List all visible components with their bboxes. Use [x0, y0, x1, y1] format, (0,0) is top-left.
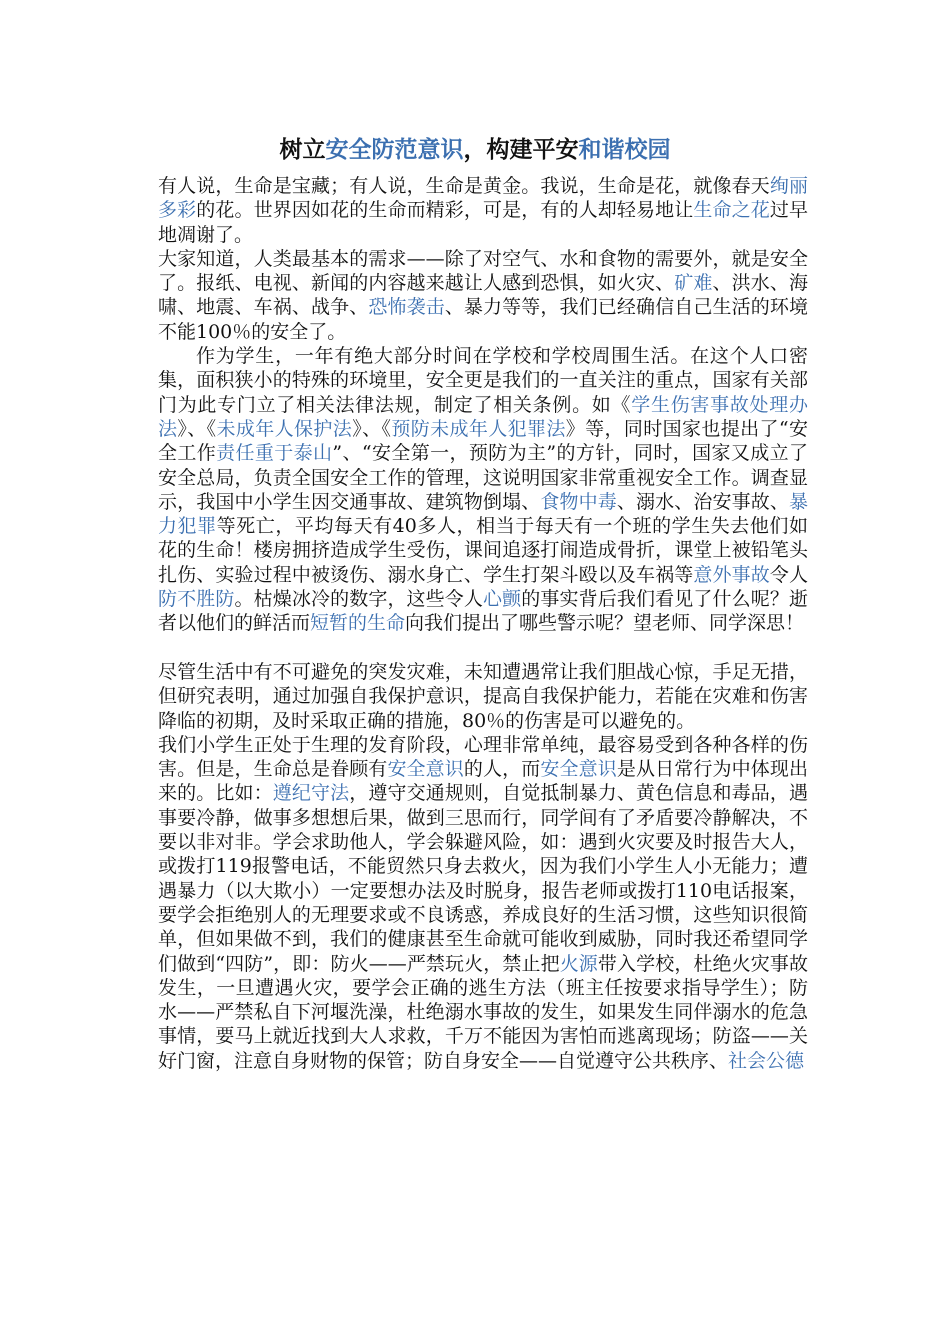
keyword-link[interactable]: 防不胜防: [158, 588, 235, 611]
text-run: 我们小学生正处于生理的发育阶段，心理非常单纯，最容易受到各种各样的伤害。但是，生命总是眷顾有: [158, 733, 808, 781]
keyword-link[interactable]: 心颤: [483, 588, 522, 611]
keyword-link[interactable]: 预防未成年人犯罪法: [391, 417, 566, 440]
text-run: 》等，同时国家也提出了“安全工作: [158, 417, 808, 465]
text-run: 、洪水、海啸、地震、车祸、战争、: [158, 272, 808, 319]
paragraph: [158, 660, 808, 733]
keyword-link[interactable]: 安全意识: [540, 758, 617, 781]
text-run: 大家知道，人类最基本的需求——除了对空气、水和食物的需要外，就是安全了。报纸、电视、新闻的内容越来越让人感到恐惧，如火灾、: [158, 247, 808, 295]
keyword-link[interactable]: 和谐校园: [578, 136, 671, 163]
text-run: 。枯燥冰冷的数字，这些令人: [234, 588, 484, 611]
text-run: 树立: [279, 136, 326, 163]
text-run: 令人: [769, 563, 808, 586]
text-run: 》、《: [177, 417, 217, 440]
text-run: 向我们提出了哪些警示呢？望老师、同学深思！: [405, 612, 805, 635]
paragraph: [158, 344, 808, 636]
text-run: 的人，而: [463, 758, 541, 781]
paragraph: [158, 733, 808, 1073]
text-run: 》、《: [352, 417, 392, 440]
keyword-link[interactable]: 意外事故: [693, 563, 770, 586]
keyword-link[interactable]: 火源: [559, 952, 598, 975]
keyword-link[interactable]: 学生伤害事故处理办法: [158, 393, 808, 440]
document-title: [0, 134, 950, 166]
text-run: 作为学生，一年有绝大部分时间在学校和学校周围生活。在这个人口密集，面积狭小的特殊的环境里，安全更是我们的一直关注的重点，国家有关部门为此专门立了相关法律法规，制定了相关条例。如《: [158, 345, 808, 416]
keyword-link[interactable]: 遵纪守法: [272, 782, 350, 805]
document-body: [158, 174, 808, 1073]
text-run: 、溺水、治安事故、: [616, 490, 789, 513]
text-run: 的花。世界因如花的生命而精彩，可是，有的人却轻易地让: [196, 199, 694, 222]
text-run: ，构建平安: [463, 136, 579, 163]
keyword-link[interactable]: 短暂的生命: [310, 612, 406, 635]
text-run: 是从日常行为中体现出来的。比如：: [158, 758, 808, 805]
keyword-link[interactable]: 矿难: [674, 272, 713, 295]
blank-line: [158, 636, 808, 660]
text-run: ”、“安全第一，预防为主”的方针，同时，国家又成立了安全总局，负责全国安全工作的管理，这说明国家非常重视安全工作。调查显示，我国中小学生因交通事故、建筑物倒塌、: [158, 442, 808, 513]
paragraph: [158, 247, 808, 344]
keyword-link[interactable]: 食物中毒: [540, 490, 617, 513]
keyword-link[interactable]: 恐怖袭击: [368, 296, 445, 319]
paragraph: [158, 174, 808, 247]
text-run: 过早地凋谢了。: [158, 199, 808, 246]
text-run: 尽管生活中有不可避免的突发灾难，未知遭遇常让我们胆战心惊，手足无措，但研究表明，通过加强自我保护意识，提高自我保护能力，若能在灾难和伤害降临的初期，及时采取正确的措施，80％的伤害是可以避免的。: [158, 660, 808, 732]
keyword-link[interactable]: 暴力犯罪: [158, 490, 808, 538]
text-run: 等死亡，平均每天有40多人，相当于每天有一个班的学生失去他们如花的生命！楼房拥挤造成学生受伤，课间追逐打闹造成骨折，课堂上被铅笔头扎伤、实验过程中被烫伤、溺水身亡、学生打架斗殴以及车祸等: [158, 515, 808, 586]
text-run: 有人说，生命是宝藏；有人说，生命是黄金。我说，生命是花，就像春天: [158, 175, 770, 197]
keyword-link[interactable]: 未成年人保护法: [216, 417, 353, 440]
text-run: ，遵守交通规则，自觉抵制暴力、黄色信息和毒品，遇事要冷静，做事多想想后果，做到三思而行，同学间有了矛盾要冷静解决，不要以非对非。学会求助他人，学会躲避风险，如：遇到火灾要及时报告大人，或拨打119报警电话，不能贸然只身去救火，因为我们小学生人小无能力；遭遇暴力（以大欺小）一定要想办法及时脱身，报告老师或拨打110电话报案，要学会拒绝别人的无理要求或不良诱惑，养成良好的生活习惯，这些知识很简单，但如果做不到，我们的健康甚至生命就可能收到威胁，同时我还希望同学们做到“四防”，即：防火——严禁玩火，禁止把: [158, 782, 808, 975]
keyword-link[interactable]: 安全意识: [387, 758, 464, 781]
keyword-link[interactable]: 社会公德: [728, 1049, 805, 1072]
keyword-link[interactable]: 生命之花: [693, 199, 770, 222]
text-run: 、暴力等等，我们已经确信自己生活的环境不能100％的安全了。: [158, 296, 808, 343]
text-run: 带入学校，杜绝火灾事故发生，一旦遭遇火灾，要学会正确的逃生方法（班主任按要求指导学生）；防水——严禁私自下河堰洗澡，杜绝溺水事故的发生，如果发生同伴溺水的危急事情，要马上就近找到大人求救，千万不能因为害怕而逃离现场；防盗——关好门窗，注意自身财物的保管；防自身安全——自觉遵守公共秩序、: [158, 952, 808, 1072]
keyword-link[interactable]: 绚丽多彩: [158, 175, 808, 222]
keyword-link[interactable]: 安全防范意识: [325, 136, 464, 163]
keyword-link[interactable]: 责任重于泰山: [216, 442, 333, 465]
text-run: 的事实背后我们看见了什么呢？逝者以他们的鲜活而: [158, 588, 808, 635]
